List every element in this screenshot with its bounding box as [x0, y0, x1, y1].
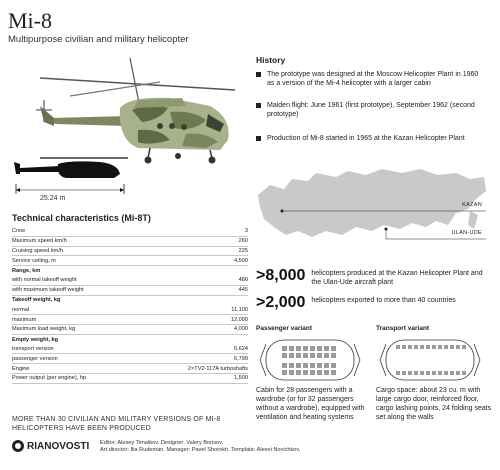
history-item [256, 70, 486, 88]
seat-icon [303, 363, 308, 368]
stat-text: helicopters produced at the Kazan Helicopter Plant and the Ulan-Ude aircraft plant [311, 270, 483, 286]
seat-icon [317, 346, 322, 351]
seat-icon [324, 353, 329, 358]
seat-icon [331, 353, 336, 358]
folding-seat-icon [444, 345, 448, 349]
logo [12, 440, 89, 452]
stat-number: >8,000 [256, 267, 306, 284]
tech-row [12, 237, 248, 247]
seat-icon [310, 353, 315, 358]
seat-icon [331, 346, 336, 351]
credits-line-1: Editor: Alexey Timatkov. Designer: Valery Borisov. [100, 440, 224, 446]
bullet-icon [256, 136, 261, 141]
seat-icon [289, 346, 294, 351]
seat-icon [317, 363, 322, 368]
seat-icon [310, 363, 315, 368]
tech-row [12, 315, 248, 325]
folding-seat-icon [396, 371, 400, 375]
tech-row [12, 354, 248, 364]
transport-variant-text: Cargo space: about 23 cu. m with large cargo door, reinforced floor, cargo lashing points, 24 folding seats set along the walls [376, 387, 492, 421]
bullet-icon [256, 72, 261, 77]
history-title: History [256, 55, 286, 65]
seat-icon [296, 353, 301, 358]
logo-text: RIANOVOSTI [27, 440, 90, 452]
folding-seat-icon [420, 371, 424, 375]
tech-row-label: Crew [12, 228, 26, 235]
seat-icon [289, 363, 294, 368]
helicopter-silhouette [10, 150, 130, 200]
seat-icon [317, 353, 322, 358]
tech-row-label: Maximum speed km/h [12, 238, 67, 245]
tech-title: Technical characteristics (Mi-8T) [12, 213, 151, 223]
passenger-cabin-diagram [256, 338, 364, 382]
tech-row [12, 266, 248, 276]
tech-row [12, 374, 248, 384]
transport-cabin-diagram [376, 338, 484, 382]
page-subtitle: Multipurpose civilian and military helicopter [8, 34, 189, 45]
map-label-ulan-ude: ULAN-UDE [451, 230, 482, 236]
folding-seat-icon [408, 345, 412, 349]
tech-row-value: 6,799 [234, 355, 248, 362]
folding-seat-icon [432, 345, 436, 349]
versions-note: MORE THAN 30 CIVILIAN AND MILITARY VERSIONS OF MI-8 HELICOPTERS HAVE BEEN PRODUCED [12, 416, 221, 432]
stat-text: helicopters exported to more than 40 countries [311, 297, 456, 304]
tech-row-label: passenger version [12, 355, 58, 362]
seat-icon [331, 370, 336, 375]
tech-row [12, 276, 248, 286]
seat-icon [282, 346, 287, 351]
tech-row-label: Cruising speed km/h [12, 247, 63, 254]
tech-row-value: 6,624 [234, 345, 248, 352]
tech-row [12, 256, 248, 266]
tech-row-value: 260 [238, 238, 248, 245]
tech-row-label: Service ceiling, m [12, 257, 56, 264]
folding-seat-icon [456, 371, 460, 375]
seat-icon [282, 363, 287, 368]
seat-icon [289, 370, 294, 375]
seat-icon [317, 370, 322, 375]
folding-seat-icon [438, 371, 442, 375]
russia-map [256, 165, 488, 260]
history-text: Maiden flight: June 1961 (first prototype), September 1962 (second prototype) [267, 102, 475, 118]
tech-row-value: 3 [244, 228, 248, 235]
seat-icon [331, 363, 336, 368]
tech-row-label: with maximum takeoff weight [12, 287, 84, 294]
tech-row-label: Takeoff weight, kg [12, 297, 61, 304]
tech-row-value: 4,000 [234, 326, 248, 333]
tech-table [12, 227, 248, 384]
folding-seat-icon [432, 371, 436, 375]
tech-row-value: 2×TV2-117A turboshafts [187, 365, 248, 372]
folding-seat-icon [426, 371, 430, 375]
seat-icon [310, 370, 315, 375]
credits [100, 440, 300, 454]
credits-line-2: Art director: Ilia Rudeman. Manager: Pavel Shorokh. Template: Alexei Novichkov. [100, 446, 301, 453]
seat-icon [296, 370, 301, 375]
stat-number: >2,000 [256, 294, 306, 311]
seat-icon [310, 346, 315, 351]
folding-seat-icon [402, 345, 406, 349]
length-label: 25.24 m [40, 195, 66, 202]
tech-row [12, 286, 248, 296]
tech-row-value: 12,000 [230, 316, 248, 323]
history-item [256, 101, 486, 119]
bullet-icon [256, 103, 261, 108]
tech-row-label: Maximum load weight, kg [12, 326, 76, 333]
folding-seat-icon [450, 345, 454, 349]
folding-seat-icon [450, 371, 454, 375]
tech-row-label: Empty weight, kg [12, 336, 58, 343]
folding-seat-icon [396, 345, 400, 349]
tech-row-label: transport version [12, 345, 54, 352]
tech-row [12, 335, 248, 345]
map-label-kazan: KAZAN [462, 202, 482, 208]
tech-row [12, 325, 248, 335]
tech-row-value: 11,100 [231, 306, 248, 313]
seat-icon [289, 353, 294, 358]
folding-seat-icon [438, 345, 442, 349]
tech-row [12, 364, 248, 374]
tech-row [12, 345, 248, 355]
seat-icon [282, 353, 287, 358]
seat-icon [303, 346, 308, 351]
transport-variant-title: Transport variant [376, 325, 430, 332]
tech-row [12, 305, 248, 315]
tech-row-value: 480 [238, 277, 248, 284]
folding-seat-icon [462, 345, 466, 349]
tech-row [12, 247, 248, 257]
logo-icon [12, 440, 24, 452]
seat-icon [303, 353, 308, 358]
tech-row-value: 4,500 [234, 257, 248, 264]
folding-seat-icon [456, 345, 460, 349]
folding-seat-icon [462, 371, 466, 375]
seat-icon [324, 370, 329, 375]
seat-icon [324, 363, 329, 368]
seat-icon [282, 370, 287, 375]
folding-seat-icon [402, 371, 406, 375]
page-title: Mi-8 [8, 8, 52, 33]
tech-row-label: Power output (per engine), hp [12, 375, 87, 382]
stat-produced [256, 268, 488, 287]
seat-icon [324, 346, 329, 351]
passenger-variant-title: Passenger variant [256, 325, 313, 332]
seat-icon [303, 370, 308, 375]
stat-exported [256, 295, 456, 311]
folding-seat-icon [414, 371, 418, 375]
tech-row [12, 296, 248, 306]
history-text: The prototype was designed at the Moscow Helicopter Plant in 1960 as a version of the Mi-4 helicopter with a larger cabin [267, 71, 479, 87]
seat-icon [296, 346, 301, 351]
tech-row-label: Engine [12, 365, 30, 372]
folding-seat-icon [444, 371, 448, 375]
helicopter-illustration [10, 48, 240, 166]
seat-icon [296, 363, 301, 368]
history-item [256, 134, 486, 143]
tech-row-label: maximum [12, 316, 37, 323]
folding-seat-icon [426, 345, 430, 349]
folding-seat-icon [414, 345, 418, 349]
tech-row-value: 1,500 [234, 375, 248, 382]
folding-seat-icon [408, 371, 412, 375]
passenger-variant-text: Cabin for 28 passengers with a wardrobe (or for 32 passengers without a wardrobe), equipped with ventilation and heating systems [256, 387, 365, 421]
history-text: Production of Mi-8 started in 1965 at the Kazan Helicopter Plant [267, 135, 465, 142]
tech-row-value: 225 [238, 247, 248, 254]
folding-seat-icon [420, 345, 424, 349]
tech-row-label: with normal takeoff weight [12, 277, 77, 284]
tech-row-label: normal [12, 306, 30, 313]
tech-row-value: 445 [238, 287, 248, 294]
tech-row-label: Range, km [12, 268, 41, 275]
tech-row [12, 227, 248, 237]
